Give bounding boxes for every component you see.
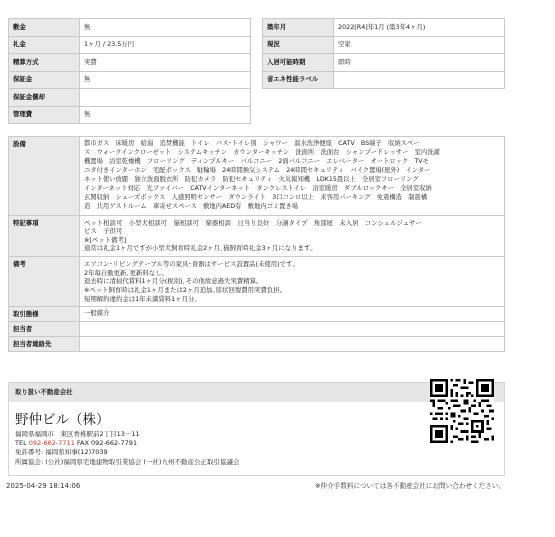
facility-line: 機置場 浴室乾燥機 フローリング ディンプルキー バルコニー 2面バルコニー エレベーター オートロック TVモ — [84, 157, 429, 165]
trade-type-label: 取引態様 — [9, 307, 80, 322]
key-money-label: 礼金 — [9, 36, 80, 54]
table-row — [263, 71, 505, 89]
table-row — [9, 137, 505, 216]
special-line: ペット相談可 小型犬相談可 猫相談可 楽器相談 日当り良好 分譲タイプ 角部屋 未入居 コンシェルジュサー — [84, 218, 422, 227]
special-line: 通常は礼金1ヶ月ですが小型犬飼育時礼金2ヶ月､猫飼育時礼金3ヶ月になります｡ — [84, 244, 314, 253]
details-table — [8, 136, 505, 352]
facility-line: 都市ガス 床暖房 給湯 追焚機能 トイレ バス･トイレ別 シャワー 温水洗浄便座 CATV BS端子 収納スペー — [84, 140, 420, 147]
table-row — [9, 54, 251, 72]
notes-line: 2年毎自動更新､更新料なし｡ — [84, 268, 165, 277]
special-label: 特記事項 — [9, 215, 80, 257]
table-row — [9, 257, 505, 307]
guarantee-amortization-label: 保証金償却 — [9, 89, 80, 107]
settlement-value: 実費 — [80, 54, 251, 72]
notes-line: 退去時に清掃代賃料1ヶ月分(税別)､その他故意過失実費精算｡ — [84, 277, 260, 286]
key-money-value: 1ヶ月 / 23.5万円 — [80, 36, 251, 54]
fax-label: FAX — [76, 439, 89, 448]
table-row — [9, 307, 505, 322]
status-value: 空家 — [334, 36, 505, 54]
agent-header: 取り扱い不動産会社 — [9, 383, 504, 402]
trade-type-value: 一般媒介 — [80, 307, 505, 322]
table-row — [9, 36, 251, 54]
move-in-label: 入居可能時期 — [263, 54, 334, 72]
fees-table — [8, 18, 251, 124]
facility-line: 造 共用ゲストルーム 車寄せスペース 敷地内AED有 敷地内ゴミ置き場 — [84, 202, 299, 210]
person-in-charge-value — [80, 322, 505, 337]
table-row — [263, 36, 505, 54]
association: 所属協会: (公社)福岡県宅地建物取引業協会 (一社)九州不動産公正取引協議会 — [15, 457, 240, 466]
table-row — [263, 54, 505, 72]
guarantee-label: 保証金 — [9, 71, 80, 89]
table-row — [263, 19, 505, 37]
status-label: 現況 — [263, 36, 334, 54]
tel-label: TEL — [15, 439, 27, 448]
facility-label: 設備 — [9, 137, 80, 216]
guarantee-value: 無 — [80, 71, 251, 89]
special-line: ビス 子供可 — [84, 227, 123, 236]
print-timestamp: 2025-04-29 18:14:06 — [6, 482, 81, 490]
footnote: ※仲介手数料については各不動産会社にお問い合わせください。 — [314, 482, 505, 490]
company-name: 野仲ビル（株） — [15, 412, 110, 428]
fax-value: 092-662-7791 — [91, 439, 138, 448]
notes-line: エアコン･リビングテーブル等の家具･食器はサービス設置品(未使用)です｡ — [84, 260, 296, 269]
deposit-label: 敷金 — [9, 19, 80, 37]
qr-code-icon[interactable] — [430, 379, 494, 443]
built-date-value: 2022[R4]年1月 (築3年4ヶ月) — [334, 19, 505, 37]
facility-line: 玄関収納 シューズボックス 人感照明センサー ダウンライト 3口コンロ以上 来客用パーキング 免震構造 制震構 — [84, 193, 428, 201]
facility-line: ニタ付きインターホン 宅配ボックス 駐輪場 24時間換気システム 24時間セキュリティ バイク置場(屋外) インター — [84, 166, 431, 174]
table-row — [9, 71, 251, 89]
table-row — [9, 337, 505, 352]
tel-link[interactable]: 092-662-7711 — [28, 439, 75, 448]
person-in-charge-label: 担当者 — [9, 322, 80, 337]
energy-label-value — [334, 71, 505, 89]
notes-line: ※ペット飼育時は礼金1ヶ月または2ヶ月追加｡原状回復費用実費負担｡ — [84, 285, 283, 294]
contact-value — [80, 337, 505, 352]
license-number: 免許番号: 福岡県知事(12)7039 — [15, 448, 108, 457]
building-table — [262, 18, 505, 89]
table-row — [9, 19, 251, 37]
facility-line: ス ウォークインクローゼット システムキッチン カウンターキッチン 洗面所 洗面台 シャンプードレッサー 室内洗濯 — [84, 148, 440, 156]
facility-line: ネット使い放題 独立洗面脱衣所 防犯カメラ 防犯セキュリティ 火災報知機 LDK15畳以上 全居室フローリング — [84, 175, 419, 183]
guarantee-amortization-value — [80, 89, 251, 107]
energy-label-label: 省エネ性能ラベル — [263, 71, 334, 89]
table-row — [9, 322, 505, 337]
special-value — [80, 215, 505, 257]
agent-address: 福岡県福岡市 東区香椎駅前2丁目13－11 — [15, 430, 140, 438]
notes-value — [80, 257, 505, 307]
agent-details — [15, 430, 239, 467]
move-in-value: 即時 — [334, 54, 505, 72]
facility-line: インターネット対応 光ファイバー CATVインターネット タンクレストイレ 浴室暖房 ダブルロックキー 全居室収納 — [84, 184, 432, 192]
table-row — [9, 106, 251, 124]
built-date-label: 築年月 — [263, 19, 334, 37]
table-row — [9, 89, 251, 107]
notes-line: 短期解約違約金は1年未満賃料1ヶ月分｡ — [84, 294, 198, 303]
notes-label: 備考 — [9, 257, 80, 307]
special-line: ※[ペット備考] — [84, 235, 127, 244]
management-fee-label: 管理費 — [9, 106, 80, 124]
table-row — [9, 215, 505, 257]
settlement-label: 精算方式 — [9, 54, 80, 72]
management-fee-value: 無 — [80, 106, 251, 124]
facility-value — [80, 137, 505, 216]
contact-label: 担当者連絡先 — [9, 337, 80, 352]
deposit-value: 無 — [80, 19, 251, 37]
